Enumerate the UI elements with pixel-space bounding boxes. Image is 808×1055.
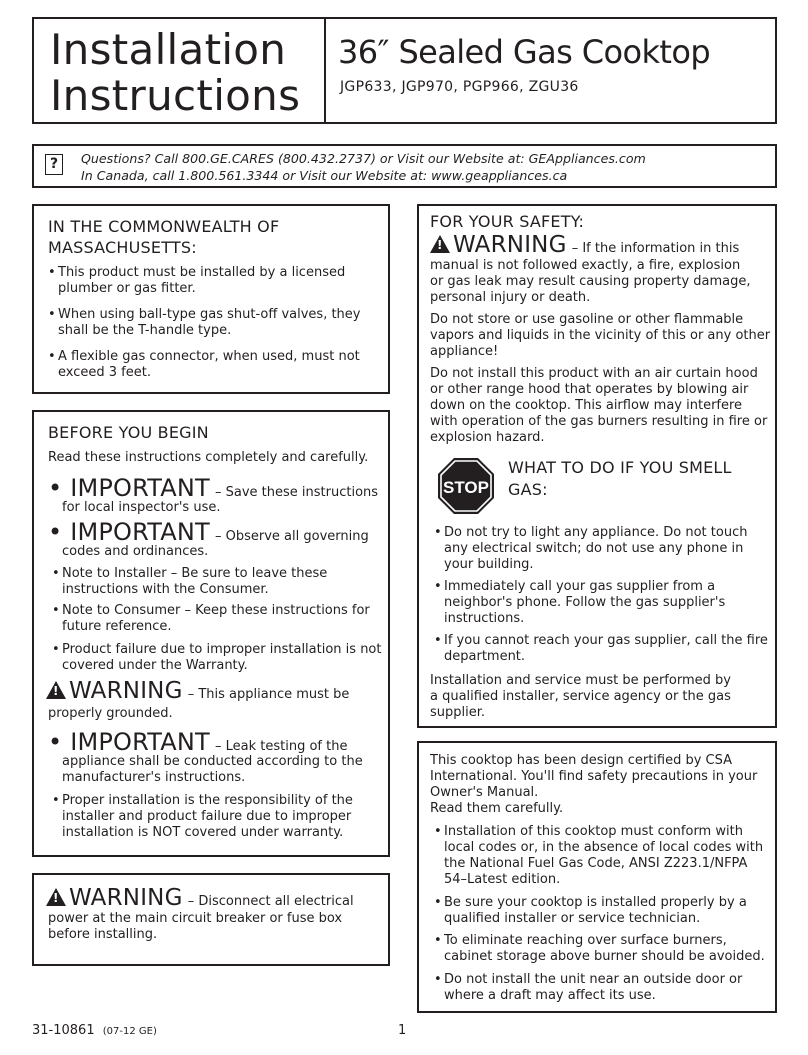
list-item: • Proper installation is the responsibility of the installer and product failure due to improper installation is NOT covered under warranty.: [52, 793, 353, 840]
important-2-line-2: codes and ordinances.: [62, 544, 209, 559]
smell-gas-heading-1: WHAT TO DO IF YOU SMELL: [508, 458, 732, 477]
safety-warning-line: personal injury or death.: [430, 290, 591, 305]
list-item: • If you cannot reach your gas supplier, call the fire department.: [434, 633, 768, 664]
contact-box: [32, 144, 777, 188]
hood-line: with operation of the gas burners resulting in fire or: [430, 414, 768, 429]
warning-triangle-icon: [430, 235, 450, 253]
list-item: • A flexible gas connector, when used, must not exceed 3 feet.: [48, 349, 360, 380]
product-name: 36″ Sealed Gas Cooktop: [338, 33, 711, 71]
flammable-line: Do not store or use gasoline or other flammable: [430, 312, 744, 327]
service-line: supplier.: [430, 705, 486, 720]
list-item: • Immediately call your gas supplier from a neighbor's phone. Follow the gas supplier's instructions.: [434, 579, 726, 626]
important-3-line-2: appliance shall be conducted according to the: [62, 754, 363, 769]
list-item: • Do not install the unit near an outside door or where a draft may affect its use.: [434, 972, 743, 1003]
hood-line: or other range hood that operates by blowing air: [430, 382, 749, 397]
flammable-line: appliance!: [430, 344, 499, 359]
csa-line: Owner's Manual.: [430, 785, 539, 800]
title-panel: [34, 19, 326, 122]
flammable-line: vapors and liquids in the vicinity of this or any other: [430, 328, 771, 343]
document-number: 31-10861 (07-12 GE): [32, 1023, 157, 1038]
massachusetts-heading-1: IN THE COMMONWEALTH OF: [48, 217, 280, 236]
important-2: • IMPORTANT – Observe all governing: [48, 518, 369, 546]
hood-line: Do not install this product with an air curtain hood: [430, 366, 758, 381]
csa-line: Read them carefully.: [430, 801, 564, 816]
warning-disconnect: !WARNING – Disconnect all electrical: [46, 885, 390, 911]
service-line: a qualified installer, service agency or the gas: [430, 689, 731, 704]
contact-us: Questions? Call 800.GE.CARES (800.432.2737) or Visit our Website at: GEAppliances.com: [81, 151, 646, 166]
stop-sign-icon: [437, 457, 495, 515]
safety-warning-line: manual is not followed exactly, a fire, explosion: [430, 258, 741, 273]
warning-grounded-line-2: properly grounded.: [48, 706, 173, 721]
list-item: • Be sure your cooktop is installed properly by a qualified installer or service technician.: [434, 895, 747, 926]
warning-triangle-icon: [46, 888, 66, 906]
list-item: • This product must be installed by a licensed plumber or gas fitter.: [48, 265, 346, 296]
important-1: • IMPORTANT – Save these instructions: [48, 474, 379, 502]
hood-line: down on the cooktop. This airflow may interfere: [430, 398, 743, 413]
disconnect-warning-box: [32, 873, 390, 966]
csa-line: This cooktop has been design certified by CSA: [430, 753, 733, 768]
before-heading: BEFORE YOU BEGIN: [48, 423, 209, 442]
csa-box: [417, 741, 777, 1013]
csa-line: International. You'll find safety precautions in your: [430, 769, 758, 784]
stop-sign-text: STOP: [443, 478, 489, 497]
disconnect-line-2: power at the main circuit breaker or fuse box: [48, 911, 343, 926]
contact-canada: In Canada, call 1.800.561.3344 or Visit our Website at: www.geappliances.ca: [81, 168, 568, 183]
before-intro: Read these instructions completely and carefully.: [48, 450, 369, 465]
before-you-begin-box: [32, 410, 390, 857]
warning-triangle-icon: [46, 681, 66, 699]
safety-warning-line: or gas leak may result causing property damage,: [430, 274, 751, 289]
service-line: Installation and service must be performed by: [430, 673, 731, 688]
list-item: • Do not try to light any appliance. Do not touch any electrical switch; do not use any phone in your building.: [434, 525, 748, 572]
important-3: • IMPORTANT – Leak testing of the: [48, 728, 348, 756]
massachusetts-heading-2: MASSACHUSETTS:: [48, 238, 197, 257]
warning-grounded: !WARNING – This appliance must be: [46, 678, 390, 704]
model-numbers: JGP633, JGP970, PGP966, ZGU36: [340, 79, 579, 95]
safety-warning: !WARNING – If the information in this: [430, 232, 776, 258]
title-box: [32, 17, 777, 124]
massachusetts-box: [32, 204, 390, 394]
safety-heading: FOR YOUR SAFETY:: [430, 212, 585, 231]
page-number: 1: [398, 1023, 407, 1038]
list-item: • Product failure due to improper installation is not covered under the Warranty.: [52, 642, 382, 673]
disconnect-line-3: before installing.: [48, 927, 158, 942]
list-item: • To eliminate reaching over surface burners, cabinet storage above burner should be avoided.: [434, 933, 765, 964]
hood-line: explosion hazard.: [430, 430, 545, 445]
title-line-1: Installation: [50, 25, 287, 74]
question-icon: ?: [45, 154, 63, 175]
list-item: • Note to Consumer – Keep these instructions for future reference.: [52, 603, 370, 634]
list-item: • Installation of this cooktop must conform with local codes or, in the absence of local codes with the National Fuel Gas Code, ANSI Z223.1/NFPA 54–Latest edition.: [434, 824, 764, 887]
title-line-2: Instructions: [50, 71, 301, 120]
important-1-line-2: for local inspector's use.: [62, 500, 221, 515]
list-item: • When using ball-type gas shut-off valves, they shall be the T-handle type.: [48, 307, 361, 338]
list-item: • Note to Installer – Be sure to leave these instructions with the Consumer.: [52, 566, 328, 597]
smell-gas-heading-2: GAS:: [508, 480, 548, 499]
important-3-line-3: manufacturer's instructions.: [62, 770, 246, 785]
